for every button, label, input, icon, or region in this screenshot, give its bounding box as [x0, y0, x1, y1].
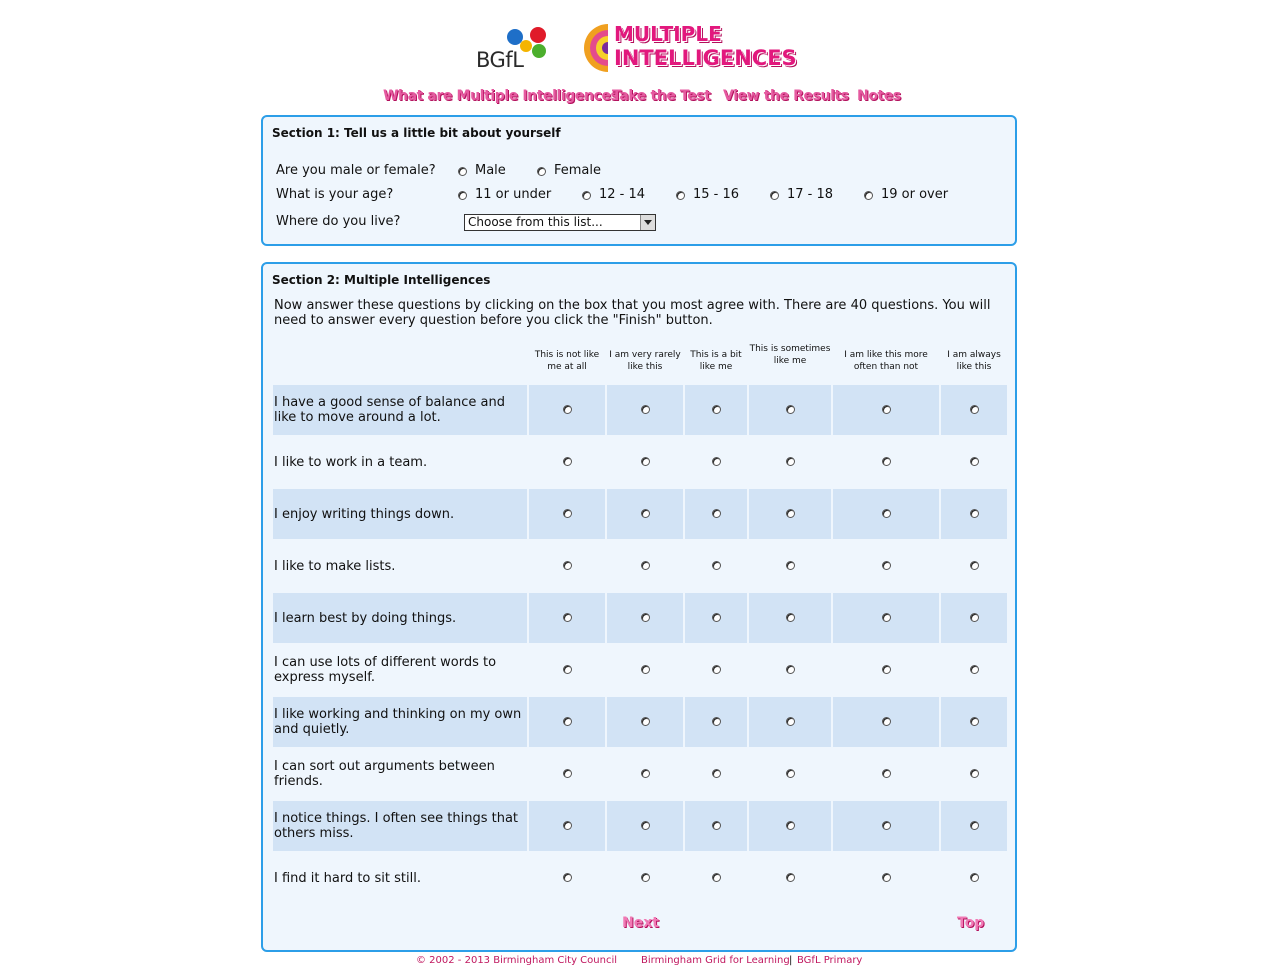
- answer-cell: [529, 749, 605, 799]
- question-row: [273, 593, 1008, 643]
- question-text: I find it hard to sit still.: [274, 871, 421, 886]
- answer-radio-q8-opt6[interactable]: [970, 769, 979, 778]
- answer-radio-q6-opt1[interactable]: [563, 665, 572, 674]
- answer-cell: [607, 437, 683, 487]
- age-label: What is your age?: [276, 187, 394, 202]
- answer-radio-q9-opt1[interactable]: [563, 821, 572, 830]
- answer-radio-q10-opt1[interactable]: [563, 873, 572, 882]
- age-19-over-radio[interactable]: [864, 191, 873, 200]
- answer-cell: [749, 801, 831, 851]
- answer-radio-q4-opt5[interactable]: [882, 561, 891, 570]
- answer-cell: [941, 801, 1007, 851]
- answer-radio-q10-opt2[interactable]: [641, 873, 650, 882]
- answer-radio-q8-opt2[interactable]: [641, 769, 650, 778]
- answer-cell: [833, 489, 939, 539]
- answer-cell: [685, 749, 747, 799]
- nav-view-results[interactable]: View the Results: [723, 88, 849, 104]
- top-link[interactable]: Top: [957, 915, 985, 931]
- answer-radio-q3-opt4[interactable]: [786, 509, 795, 518]
- answer-radio-q9-opt6[interactable]: [970, 821, 979, 830]
- answer-cell: [529, 853, 605, 903]
- age-15-16-radio[interactable]: [676, 191, 685, 200]
- answer-cell: [529, 489, 605, 539]
- bgfl-logo[interactable]: [476, 24, 550, 72]
- multiple-intelligences-logo[interactable]: [582, 22, 797, 76]
- answer-radio-q2-opt1[interactable]: [563, 457, 572, 466]
- answer-cell: [529, 593, 605, 643]
- answer-cell: [749, 853, 831, 903]
- answer-radio-q7-opt2[interactable]: [641, 717, 650, 726]
- answer-cell: [685, 801, 747, 851]
- answer-cell: [749, 645, 831, 695]
- section2-panel: [261, 262, 1017, 952]
- answer-radio-q7-opt1[interactable]: [563, 717, 572, 726]
- question-text: I like working and thinking on my own and quietly.: [274, 707, 522, 737]
- answer-radio-q9-opt2[interactable]: [641, 821, 650, 830]
- question-cell: [273, 749, 527, 799]
- answer-radio-q2-opt6[interactable]: [970, 457, 979, 466]
- answer-cell: [607, 541, 683, 591]
- age-11-under-radio[interactable]: [458, 191, 467, 200]
- answer-radio-q4-opt2[interactable]: [641, 561, 650, 570]
- gender-female-label: Female: [554, 163, 602, 178]
- age-17-18-radio[interactable]: [770, 191, 779, 200]
- answer-radio-q9-opt3[interactable]: [712, 821, 721, 830]
- answer-radio-q2-opt3[interactable]: [712, 457, 721, 466]
- answer-cell: [749, 749, 831, 799]
- answer-cell: [941, 541, 1007, 591]
- answer-radio-q10-opt6[interactable]: [970, 873, 979, 882]
- question-text: I notice things. I often see things that others miss.: [274, 811, 519, 841]
- answer-cell: [941, 593, 1007, 643]
- answer-cell: [941, 645, 1007, 695]
- answer-radio-q4-opt1[interactable]: [563, 561, 572, 570]
- question-cell: [273, 385, 527, 435]
- footer-primary-link[interactable]: BGfL Primary: [797, 955, 863, 966]
- answer-radio-q8-opt4[interactable]: [786, 769, 795, 778]
- age-17-18-label: 17 - 18: [787, 187, 834, 202]
- answer-cell: [941, 489, 1007, 539]
- location-label: Where do you live?: [276, 214, 401, 229]
- gender-female-radio[interactable]: [537, 167, 546, 176]
- answer-radio-q1-opt4[interactable]: [786, 405, 795, 414]
- answer-cell: [607, 697, 683, 747]
- question-row: [273, 385, 1008, 435]
- answer-radio-q6-opt4[interactable]: [786, 665, 795, 674]
- answer-radio-q2-opt2[interactable]: [641, 457, 650, 466]
- answer-cell: [941, 697, 1007, 747]
- answer-cell: [607, 385, 683, 435]
- answer-radio-q10-opt3[interactable]: [712, 873, 721, 882]
- gender-male-label: Male: [475, 163, 506, 178]
- answer-cell: [833, 645, 939, 695]
- gender-label: Are you male or female?: [276, 163, 436, 178]
- answer-cell: [529, 645, 605, 695]
- answer-radio-q8-opt3[interactable]: [712, 769, 721, 778]
- column-header-5: I am like this more often than not: [844, 350, 928, 372]
- question-cell: [273, 541, 527, 591]
- answer-radio-q3-opt1[interactable]: [563, 509, 572, 518]
- answer-cell: [685, 385, 747, 435]
- answer-radio-q6-opt3[interactable]: [712, 665, 721, 674]
- answer-cell: [607, 853, 683, 903]
- answer-cell: [529, 385, 605, 435]
- question-row: [273, 541, 1008, 591]
- answer-cell: [685, 645, 747, 695]
- answer-cell: [833, 385, 939, 435]
- answer-radio-q3-opt6[interactable]: [970, 509, 979, 518]
- column-header-4: This is sometimes like me: [749, 344, 831, 366]
- answer-radio-q4-opt3[interactable]: [712, 561, 721, 570]
- answer-cell: [941, 853, 1007, 903]
- question-cell: [273, 645, 527, 695]
- answer-cell: [529, 437, 605, 487]
- question-cell: [273, 489, 527, 539]
- question-text: I enjoy writing things down.: [274, 507, 455, 522]
- answer-cell: [529, 541, 605, 591]
- mi-logo-line2: INTELLIGENCES: [614, 46, 797, 70]
- answer-cell: [685, 593, 747, 643]
- answer-radio-q1-opt3[interactable]: [712, 405, 721, 414]
- answer-radio-q5-opt2[interactable]: [641, 613, 650, 622]
- age-12-14-label: 12 - 14: [599, 187, 646, 202]
- answer-cell: [833, 801, 939, 851]
- answer-radio-q1-opt6[interactable]: [970, 405, 979, 414]
- location-select[interactable]: [464, 214, 656, 231]
- answer-radio-q5-opt6[interactable]: [970, 613, 979, 622]
- answer-cell: [529, 801, 605, 851]
- footer-separator: |: [789, 955, 793, 966]
- answer-cell: [833, 593, 939, 643]
- answer-radio-q5-opt1[interactable]: [563, 613, 572, 622]
- answer-cell: [749, 489, 831, 539]
- section1-panel: [261, 115, 1017, 246]
- question-text: I can sort out arguments between friends.: [274, 759, 495, 789]
- answer-radio-q4-opt6[interactable]: [970, 561, 979, 570]
- column-header-1: This is not like me at all: [534, 350, 600, 372]
- answer-cell: [833, 749, 939, 799]
- answer-radio-q6-opt2[interactable]: [641, 665, 650, 674]
- answer-cell: [607, 593, 683, 643]
- age-12-14-radio[interactable]: [582, 191, 591, 200]
- chevron-down-icon[interactable]: [640, 215, 655, 230]
- answer-radio-q3-opt5[interactable]: [882, 509, 891, 518]
- question-text: I learn best by doing things.: [274, 611, 457, 626]
- answer-radio-q7-opt3[interactable]: [712, 717, 721, 726]
- gender-male-radio[interactable]: [458, 167, 467, 176]
- answer-cell: [685, 489, 747, 539]
- answer-radio-q1-opt2[interactable]: [641, 405, 650, 414]
- answer-cell: [749, 385, 831, 435]
- column-header-3: This is a bit like me: [690, 350, 742, 372]
- answer-radio-q6-opt5[interactable]: [882, 665, 891, 674]
- answer-cell: [529, 697, 605, 747]
- intelligence-wheel-icon: [582, 22, 612, 76]
- section2-intro: Now answer these questions by clicking on the box that you most agree with. There are 40 questions. You will need to answer every question before you click the "Finish" button.: [274, 298, 991, 328]
- answer-radio-q7-opt4[interactable]: [786, 717, 795, 726]
- answer-cell: [749, 593, 831, 643]
- footer-copyright: © 2002 - 2013 Birmingham City Council: [416, 955, 617, 966]
- answer-cell: [685, 437, 747, 487]
- answer-radio-q7-opt6[interactable]: [970, 717, 979, 726]
- answer-cell: [749, 541, 831, 591]
- question-text: I can use lots of different words to express myself.: [274, 655, 497, 685]
- nav-take-the-test[interactable]: Take the Test: [612, 88, 711, 104]
- question-cell: [273, 853, 527, 903]
- next-button[interactable]: Next: [622, 915, 659, 931]
- question-cell: [273, 593, 527, 643]
- answer-cell: [607, 749, 683, 799]
- answer-radio-q1-opt1[interactable]: [563, 405, 572, 414]
- answer-radio-q1-opt5[interactable]: [882, 405, 891, 414]
- answer-cell: [685, 853, 747, 903]
- nav-what-are-mi[interactable]: What are Multiple Intelligences: [383, 88, 619, 104]
- answer-radio-q9-opt4[interactable]: [786, 821, 795, 830]
- top-navigation: [0, 88, 1280, 110]
- answer-radio-q3-opt2[interactable]: [641, 509, 650, 518]
- age-11-under-label: 11 or under: [475, 187, 552, 202]
- answer-radio-q5-opt3[interactable]: [712, 613, 721, 622]
- answer-cell: [749, 437, 831, 487]
- section1-title: Section 1: Tell us a little bit about yourself: [272, 126, 561, 140]
- answer-cell: [833, 541, 939, 591]
- question-row: [273, 645, 1008, 695]
- question-cell: [273, 437, 527, 487]
- answer-cell: [607, 489, 683, 539]
- answer-radio-q2-opt5[interactable]: [882, 457, 891, 466]
- answer-cell: [607, 645, 683, 695]
- answer-radio-q5-opt4[interactable]: [786, 613, 795, 622]
- answer-cell: [833, 697, 939, 747]
- answer-cell: [749, 697, 831, 747]
- mi-logo-line1: MULTIPLE: [614, 22, 722, 46]
- answer-cell: [941, 749, 1007, 799]
- question-row: [273, 697, 1008, 747]
- section2-title: Section 2: Multiple Intelligences: [272, 273, 491, 287]
- answer-radio-q8-opt1[interactable]: [563, 769, 572, 778]
- question-text: I like to make lists.: [274, 559, 396, 574]
- answer-cell: [833, 437, 939, 487]
- age-19-over-label: 19 or over: [881, 187, 949, 202]
- answer-cell: [941, 437, 1007, 487]
- question-row: [273, 853, 1008, 903]
- answer-radio-q9-opt5[interactable]: [882, 821, 891, 830]
- answer-radio-q10-opt5[interactable]: [882, 873, 891, 882]
- answer-cell: [607, 801, 683, 851]
- answer-radio-q3-opt3[interactable]: [712, 509, 721, 518]
- answer-cell: [941, 385, 1007, 435]
- answer-radio-q5-opt5[interactable]: [882, 613, 891, 622]
- bgfl-logo-text: BGfL: [476, 48, 524, 72]
- answer-cell: [833, 853, 939, 903]
- answer-radio-q6-opt6[interactable]: [970, 665, 979, 674]
- question-cell: [273, 697, 527, 747]
- answer-cell: [685, 541, 747, 591]
- answer-cell: [685, 697, 747, 747]
- answer-radio-q7-opt5[interactable]: [882, 717, 891, 726]
- footer-bgfl-link[interactable]: Birmingham Grid for Learning: [641, 955, 790, 966]
- answer-radio-q8-opt5[interactable]: [882, 769, 891, 778]
- question-row: [273, 749, 1008, 799]
- column-header-6: I am always like this: [947, 350, 1001, 372]
- nav-notes[interactable]: Notes: [857, 88, 901, 104]
- answer-radio-q10-opt4[interactable]: [786, 873, 795, 882]
- question-row: [273, 489, 1008, 539]
- answer-radio-q4-opt4[interactable]: [786, 561, 795, 570]
- question-row: [273, 437, 1008, 487]
- column-header-2: I am very rarely like this: [609, 350, 681, 372]
- question-text: I have a good sense of balance and like to move around a lot.: [274, 395, 505, 425]
- answer-radio-q2-opt4[interactable]: [786, 457, 795, 466]
- question-row: [273, 801, 1008, 851]
- question-text: I like to work in a team.: [274, 455, 428, 470]
- age-15-16-label: 15 - 16: [693, 187, 740, 202]
- location-select-value: Choose from this list...: [468, 215, 603, 229]
- question-cell: [273, 801, 527, 851]
